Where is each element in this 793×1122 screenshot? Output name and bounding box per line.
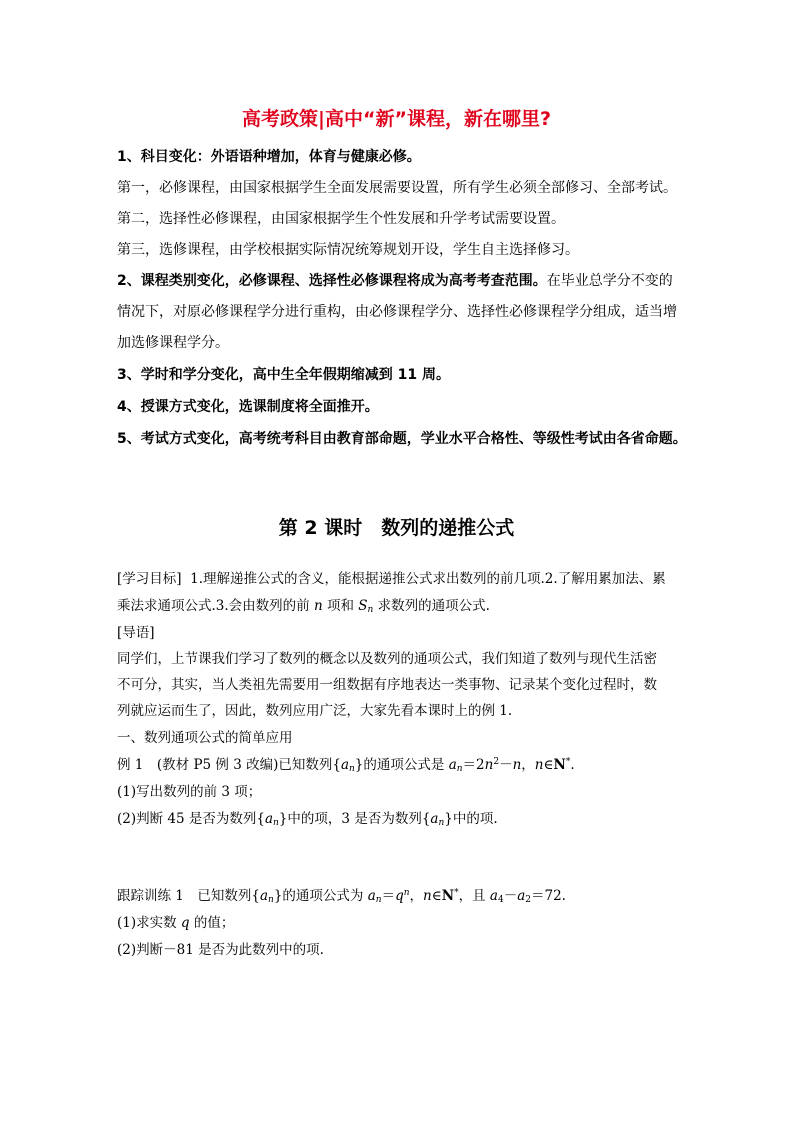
section-heading-1: 一、数列通项公式的简单应用 (117, 730, 293, 746)
ex1-comma: ， (521, 757, 535, 773)
learning-goal-tag: [学习目标] (117, 571, 182, 587)
policy-item-2-line-3: 加选修课程学分。 (117, 335, 229, 351)
sub-n: n (438, 818, 445, 828)
tr1-comma: ， (409, 888, 424, 904)
var-a: a (448, 757, 457, 773)
sub-n: n (349, 764, 355, 774)
intro-line-1: 同学们，上节课我们学习了数列的概念以及数列的通项公式，我们知道了数列与现代生活密 (117, 651, 657, 667)
var-a: a (340, 757, 349, 773)
var-n: n (423, 888, 432, 904)
sup-n: n (403, 888, 410, 898)
tr1-text-b: }的通项公式为 (273, 888, 368, 904)
ex1-text-c: ＝2 (462, 757, 485, 773)
sub-n: n (273, 818, 279, 828)
lesson-title: 第 2 课时 数列的递推公式 (278, 517, 515, 539)
tr1-and: ，且 (458, 888, 490, 904)
policy-item-3: 3、学时和学分变化，高中生全年假期缩减到 11 周。 (117, 367, 450, 383)
policy-title: 高考政策|高中“新”课程，新在哪里? (242, 108, 551, 130)
ex1-text-a: 例 1 (教材 P5 例 3 改编)已知数列{ (117, 757, 341, 773)
tr1-text-a: 跟踪训练 1 已知数列{ (117, 888, 260, 904)
ex1-in: ∈ (543, 757, 554, 773)
sub-n: n (456, 764, 463, 774)
var-a: a (367, 888, 376, 904)
sup-star: * (454, 888, 459, 898)
goal-text-b: 项和 (322, 598, 359, 614)
var-a: a (264, 811, 274, 827)
tq1-text-a: (1)求实数 (117, 915, 181, 931)
example-1 (117, 753, 575, 774)
policy-item-1: 1、科目变化：外语语种增加，体育与健康必修。 (117, 149, 421, 165)
tr1-in: ∈ (431, 888, 442, 904)
var-n: n (484, 757, 494, 773)
var-n: n (534, 757, 544, 773)
q2-text-b: }中的项，3 是否为数列{ (278, 811, 431, 827)
tracking-question-2: (2)判断－81 是否为此数列中的项. (117, 942, 324, 958)
policy-item-2-heading: 2、课程类别变化，必修课程、选择性必修课程将成为高考考查范围。 (117, 273, 547, 289)
var-q: q (180, 915, 190, 931)
policy-item-2-line-2: 情况下，对原必修课程学分进行重构，由必修课程学分、选择性必修课程学分组成，适当增 (117, 304, 677, 320)
set-N: N (441, 888, 455, 904)
policy-item-5: 5、考试方式变化，高考统考科目由教育部命题，学业水平合格性、等级性考试由各省命题。 (117, 431, 687, 447)
learning-goal-text: 1.理解递推公式的含义，能根据递推公式求出数列的前几项.2.了解用累加法、累 (190, 571, 666, 587)
ex1-period: . (570, 757, 575, 773)
intro-line-2: 不可分，其实，当人类祖先需要用一组数据有序地表达一类事物、记录某个变化过程时，数 (117, 677, 657, 693)
sub-4: 4 (497, 895, 504, 905)
learning-goal-line-1 (117, 567, 666, 587)
var-S: S (358, 598, 368, 614)
policy-item-4: 4、授课方式变化，选课制度将全面推开。 (117, 399, 379, 415)
tr1-eq-72: ＝72. (530, 888, 566, 904)
var-n: n (313, 598, 323, 614)
sub-n: n (367, 605, 374, 615)
tracking-question-1 (117, 911, 234, 931)
sup-star: * (565, 757, 571, 767)
intro-tag: [导语] (117, 625, 155, 641)
tr1-eq: ＝ (381, 888, 396, 904)
var-a: a (489, 888, 498, 904)
set-N: N (553, 757, 566, 773)
example-1-question-1: (1)写出数列的前 3 项； (117, 784, 262, 800)
var-a: a (517, 888, 526, 904)
goal-text-a: 乘法求通项公式.3.会由数列的前 (117, 598, 314, 614)
example-1-question-2 (117, 807, 498, 828)
sub-2: 2 (525, 895, 531, 905)
policy-item-2 (117, 270, 673, 290)
policy-item-2-text: 在毕业总学分不变的 (546, 273, 673, 289)
tq1-text-b: 的值； (189, 915, 235, 931)
ex1-text-b: }的通项公式是 (354, 757, 449, 773)
ex1-minus: － (499, 757, 513, 773)
q2-text-a: (2)判断 45 是否为数列{ (117, 811, 265, 827)
policy-paragraph-second: 第二，选择性必修课程，由国家根据学生个性发展和升学考试需要设置。 (117, 211, 565, 227)
var-a: a (430, 811, 439, 827)
var-a: a (259, 888, 269, 904)
policy-paragraph-third: 第三，选修课程，由学校根据实际情况统筹规划开设，学生自主选择修习。 (117, 242, 579, 258)
sub-n: n (268, 895, 274, 905)
sub-n: n (375, 895, 382, 905)
tracking-exercise-1 (117, 884, 566, 905)
learning-goal-line-2 (117, 594, 490, 615)
tr1-minus: － (503, 888, 518, 904)
goal-text-c: 求数列的通项公式. (373, 598, 490, 614)
var-q: q (395, 888, 404, 904)
intro-line-3: 列就应运而生了，因此，数列应用广泛，大家先看本课时上的例 1. (117, 703, 513, 719)
policy-paragraph-first: 第一，必修课程，由国家根据学生全面发展需要设置，所有学生必须全部修习、全部考试。 (117, 180, 677, 196)
var-n: n (512, 757, 522, 773)
q2-text-c: }中的项. (444, 811, 498, 827)
sup-2: 2 (493, 757, 500, 767)
